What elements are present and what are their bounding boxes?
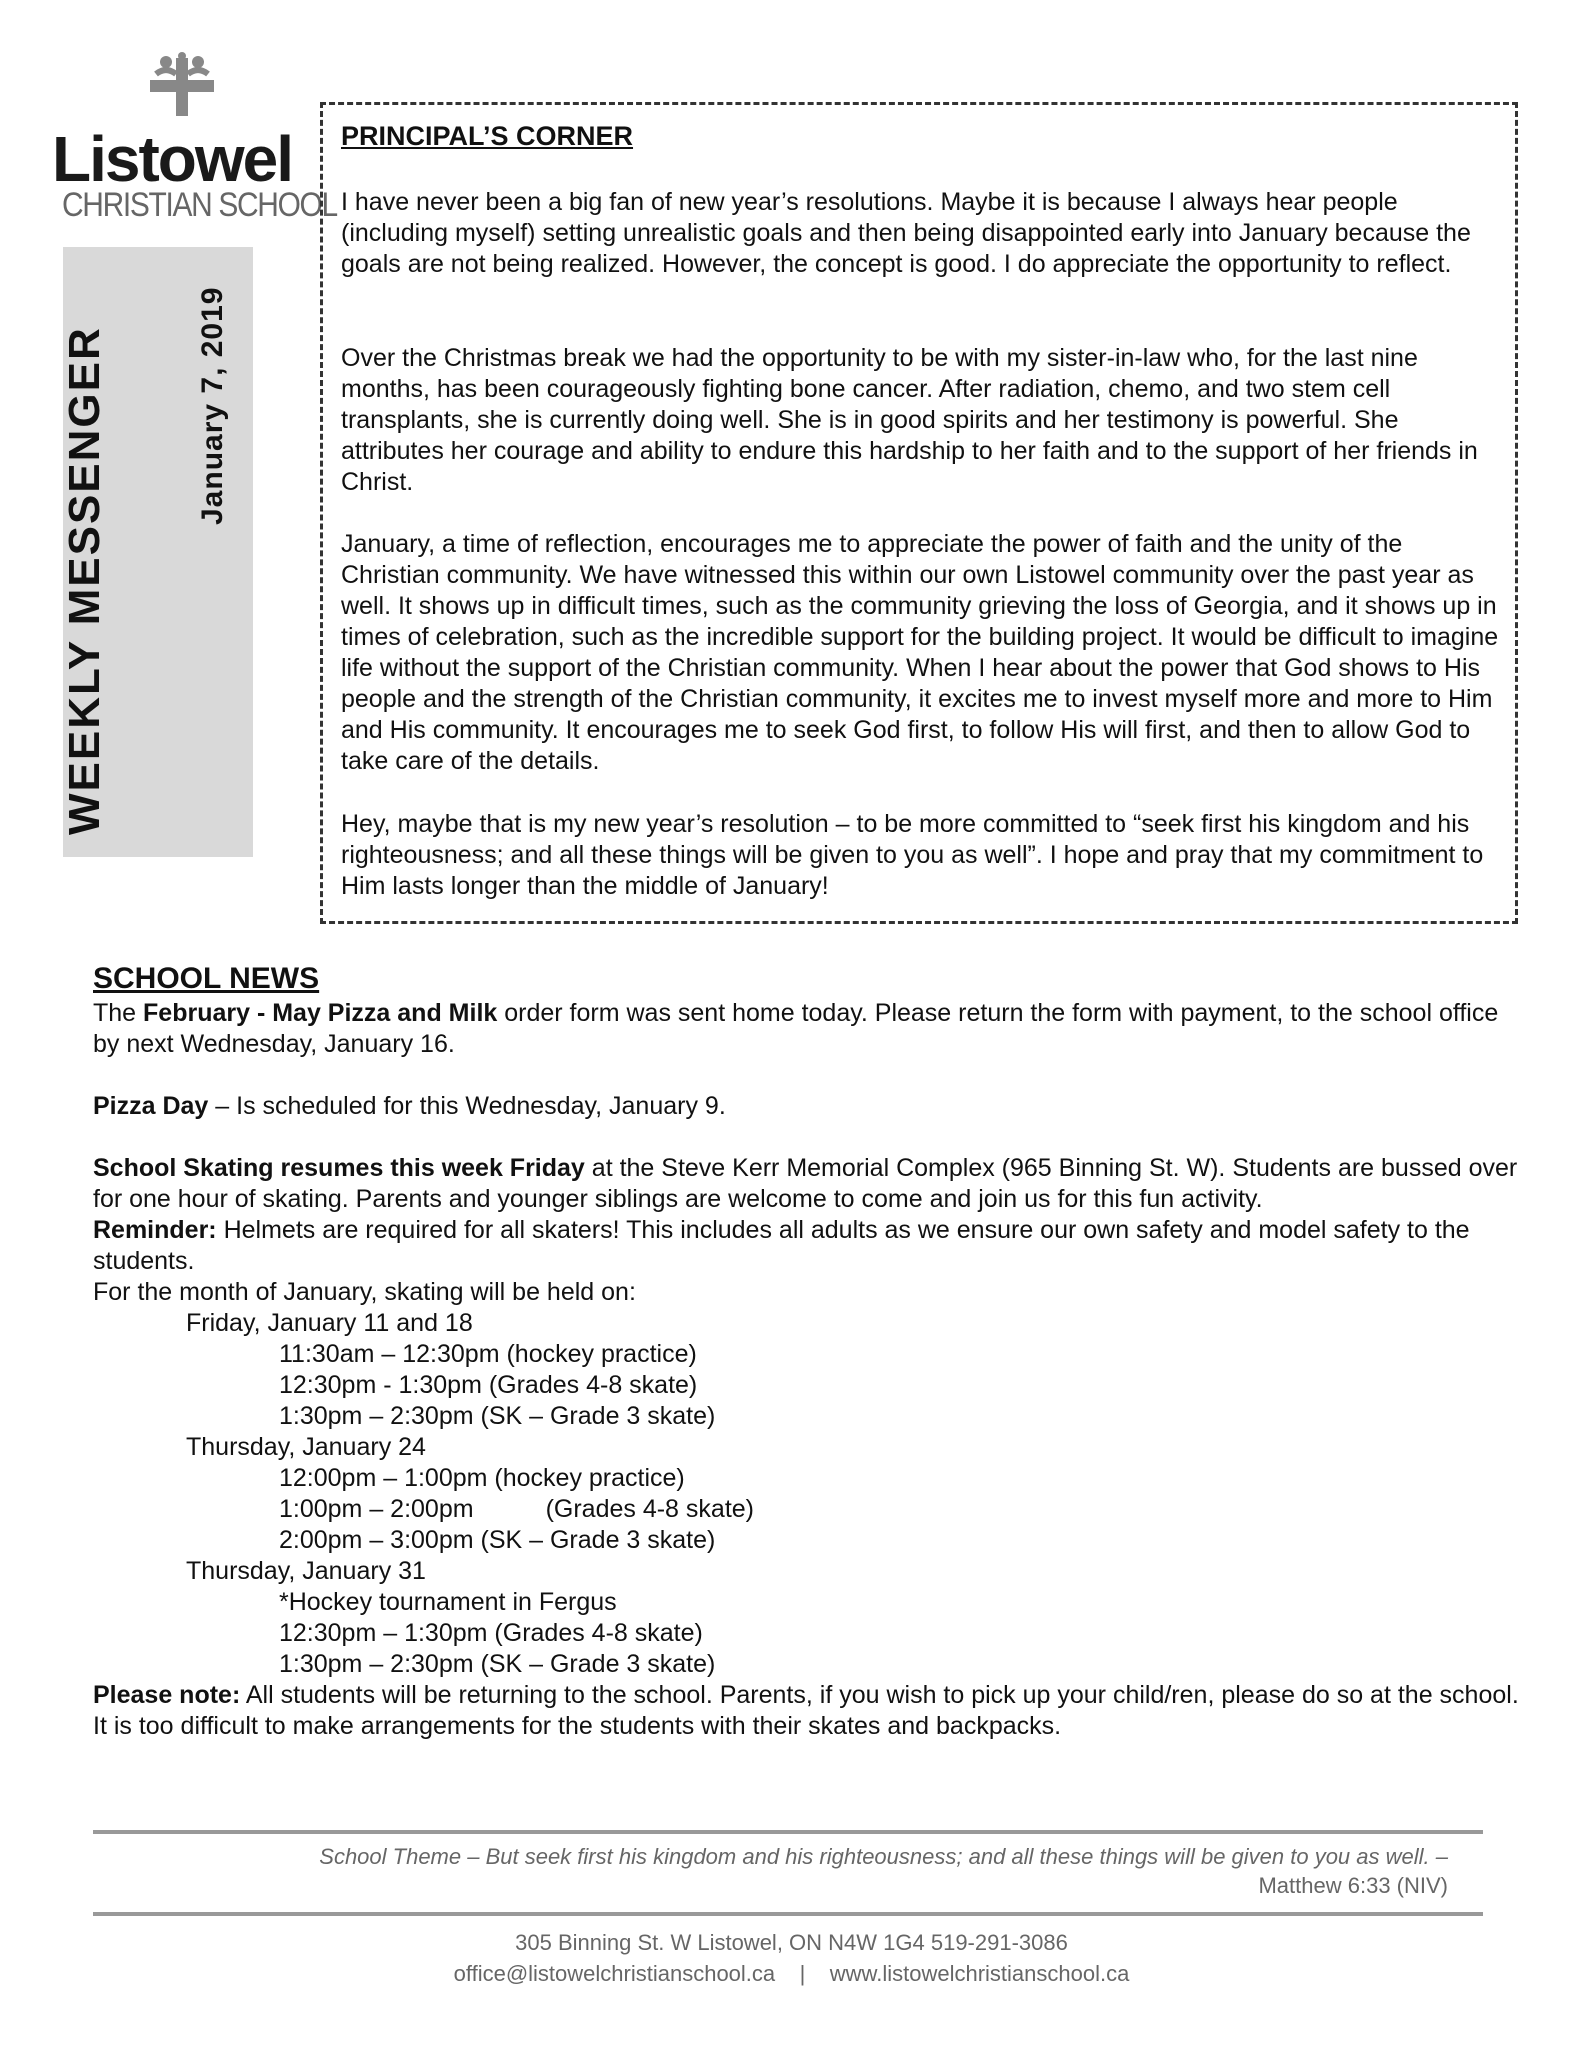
schedule-day: Thursday, January 24	[186, 1433, 426, 1461]
footer-separator: |	[799, 1961, 806, 1986]
footer-contact	[0, 1961, 1583, 1987]
school-theme	[93, 1842, 1448, 1900]
logo-name: Listowel	[52, 123, 293, 195]
principal-paragraph-1: I have never been a big fan of new year’s resolutions. Maybe it is because I always hear people (including myself) setting unrealistic goals and then being disappointed early into January because the goals are not being realized. However, the concept is good. I do appreciate the opportunity to reflect.	[341, 188, 1471, 278]
logo-subtitle: CHRISTIAN SCHOOL	[62, 186, 337, 224]
text: – Is scheduled for this Wednesday, January 9.	[208, 1092, 726, 1120]
schedule-slot: 1:30pm – 2:30pm (SK – Grade 3 skate)	[279, 1650, 716, 1678]
principals-corner-heading: PRINCIPAL’S CORNER	[341, 121, 634, 151]
bold-text: Pizza Day	[93, 1092, 209, 1120]
slot-time: 1:00pm – 2:00pm	[279, 1495, 474, 1523]
reminder-notice	[93, 1215, 1523, 1277]
skating-notice	[93, 1153, 1523, 1215]
schedule-day: Friday, January 11 and 18	[186, 1309, 473, 1337]
bold-text: School Skating resumes this week Friday	[93, 1154, 585, 1182]
please-note	[93, 1680, 1523, 1742]
text: order form was sent home today. Please return the form with payment, to the school office by next Wednesday, January 16.	[93, 999, 1499, 1058]
bold-text: February - May Pizza and Milk	[143, 999, 498, 1027]
school-logo	[52, 52, 337, 232]
schedule-slot: 2:00pm – 3:00pm (SK – Grade 3 skate)	[279, 1526, 716, 1554]
principal-paragraph-2: Over the Christmas break we had the opportunity to be with my sister-in-law who, for the last nine months, has been courageously fighting bone cancer. After radiation, chemo, and two stem cell transplants, she is currently doing well. She is in good spirits and her testimony is powerful. She attributes her courage and ability to endure this hardship to her faith and to the support of her friends in Christ.	[341, 344, 1478, 496]
schedule-slot	[93, 1494, 1523, 1525]
theme-reference: Matthew 6:33 (NIV)	[1258, 1873, 1448, 1898]
principal-paragraph-4: Hey, maybe that is my new year’s resolution – to be more committed to “seek first his kingdom and his righteousness; and all these things will be given to you as well”. I hope and pray that my commitment to Him lasts longer than the middle of January!	[341, 810, 1484, 900]
school-news-section	[93, 962, 1523, 1742]
schedule-slot: *Hockey tournament in Fergus	[279, 1588, 617, 1616]
divider-top	[93, 1830, 1483, 1834]
principal-paragraph-3: January, a time of reflection, encourages me to appreciate the power of faith and the unity of the Christian community. We have witnessed this within our own Listowel community over the past year as well. It shows up in difficult times, such as the community grieving the loss of Georgia, and it shows up in times of celebration, such as the incredible support for the building project. It would be difficult to imagine life without the support of the Christian community. When I hear about the power that God shows to His people and the strength of the Christian community, it excites me to invest myself more and more to Him and His community. It encourages me to seek God first, to follow His will first, and then to allow God to take care of the details.	[341, 530, 1499, 775]
bold-text: Reminder:	[93, 1216, 217, 1244]
principals-corner-box	[320, 102, 1518, 924]
footer-email[interactable]: office@listowelchristianschool.ca	[453, 1961, 776, 1986]
pizza-day-notice	[93, 1091, 1523, 1122]
schedule-slot: 12:30pm - 1:30pm (Grades 4-8 skate)	[279, 1371, 698, 1399]
school-news-heading: SCHOOL NEWS	[93, 962, 320, 995]
footer-address: 305 Binning St. W Listowel, ON N4W 1G4 519-291-3086	[515, 1930, 1068, 1955]
newsletter-title: WEEKLY MESSENGER	[60, 326, 109, 835]
text: Helmets are required for all skaters! This includes all adults as we ensure our own safety and model safety to the students.	[93, 1216, 1470, 1275]
newsletter-date: January 7, 2019	[196, 286, 229, 525]
cross-people-icon	[142, 52, 222, 120]
text: The	[93, 999, 144, 1027]
schedule-slot: 11:30am – 12:30pm (hockey practice)	[279, 1340, 697, 1368]
pizza-milk-notice	[93, 998, 1523, 1060]
text: All students will be returning to the school. Parents, if you wish to pick up your child/ren, please do so at the school. It is too difficult to make arrangements for the students with their skates and backpacks.	[93, 1681, 1519, 1740]
bold-text: Please note:	[93, 1681, 241, 1709]
month-intro: For the month of January, skating will be held on:	[93, 1278, 636, 1306]
theme-text: School Theme – But seek first his kingdom and his righteousness; and all these things will be given to you as well. –	[319, 1844, 1448, 1869]
slot-note: (Grades 4-8 skate)	[545, 1495, 754, 1523]
text: at the Steve Kerr Memorial Complex (965 Binning St. W). Students are bussed over for one hour of skating. Parents and younger siblings are welcome to come and join us for this fun activity.	[93, 1154, 1518, 1213]
schedule-slot: 1:30pm – 2:30pm (SK – Grade 3 skate)	[279, 1402, 716, 1430]
divider-bottom	[93, 1912, 1483, 1916]
schedule-day: Thursday, January 31	[186, 1557, 426, 1585]
footer-website[interactable]: www.listowelchristianschool.ca	[829, 1961, 1130, 1986]
schedule-slot: 12:30pm – 1:30pm (Grades 4-8 skate)	[279, 1619, 703, 1647]
schedule-slot: 12:00pm – 1:00pm (hockey practice)	[279, 1464, 685, 1492]
